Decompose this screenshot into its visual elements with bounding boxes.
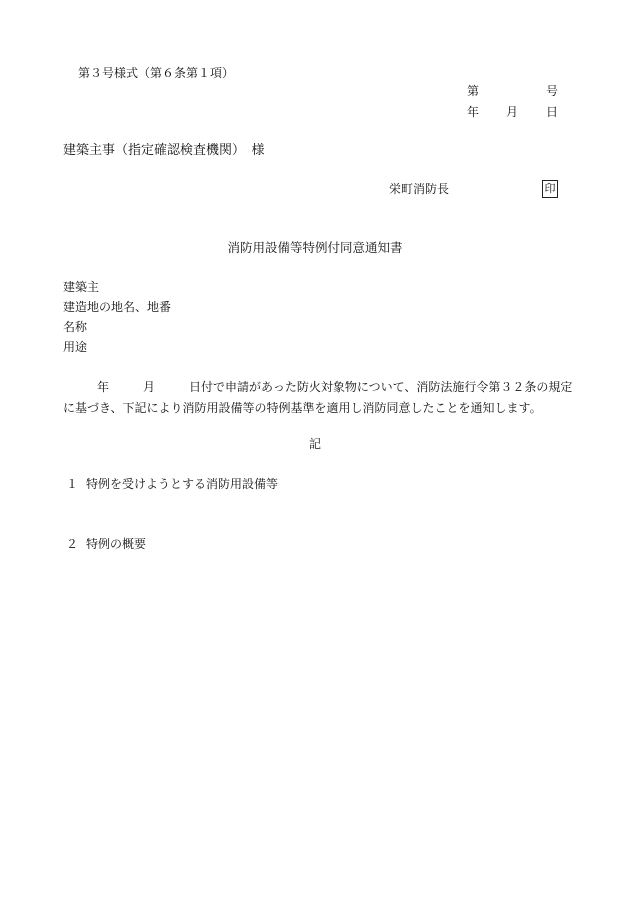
seal-stamp: 印 bbox=[542, 180, 558, 198]
ki-marker: 記 bbox=[308, 437, 321, 451]
date-month: 月 bbox=[506, 105, 519, 119]
addressee: 建築主事（指定確認検査機関） 様 bbox=[63, 143, 265, 158]
body-line-1 bbox=[63, 377, 573, 398]
list-item bbox=[66, 477, 278, 491]
body-paragraph bbox=[63, 377, 573, 419]
document-title: 消防用設備等特例付同意通知書 bbox=[227, 240, 403, 255]
number-prefix: 第 bbox=[467, 84, 480, 98]
sender-name: 栄町消防長 bbox=[389, 182, 450, 196]
body-year: 年 bbox=[97, 380, 110, 394]
field-name: 名称 bbox=[63, 320, 88, 334]
item-number: １ bbox=[66, 477, 79, 491]
date-day: 日 bbox=[546, 105, 559, 119]
item-number: ２ bbox=[66, 537, 79, 551]
date-year: 年 bbox=[467, 105, 480, 119]
body-line-2: に基づき、下記により消防用設備等の特例基準を適用し消防同意したことを通知します。 bbox=[63, 401, 542, 415]
item-text: 特例の概要 bbox=[86, 537, 147, 551]
body-line-1-text: 日付で申請があった防火対象物について、消防法施行令第３２条の規定 bbox=[189, 380, 573, 394]
list-item bbox=[66, 537, 146, 551]
item-text: 特例を受けようとする消防用設備等 bbox=[86, 477, 279, 491]
body-month: 月 bbox=[143, 380, 156, 394]
field-list bbox=[63, 280, 171, 360]
field-location: 建造地の地名、地番 bbox=[63, 300, 172, 314]
field-use: 用途 bbox=[63, 340, 88, 354]
number-suffix: 号 bbox=[546, 84, 559, 98]
field-owner: 建築主 bbox=[63, 280, 100, 294]
form-label: 第３号様式（第６条第１項） bbox=[78, 66, 235, 80]
